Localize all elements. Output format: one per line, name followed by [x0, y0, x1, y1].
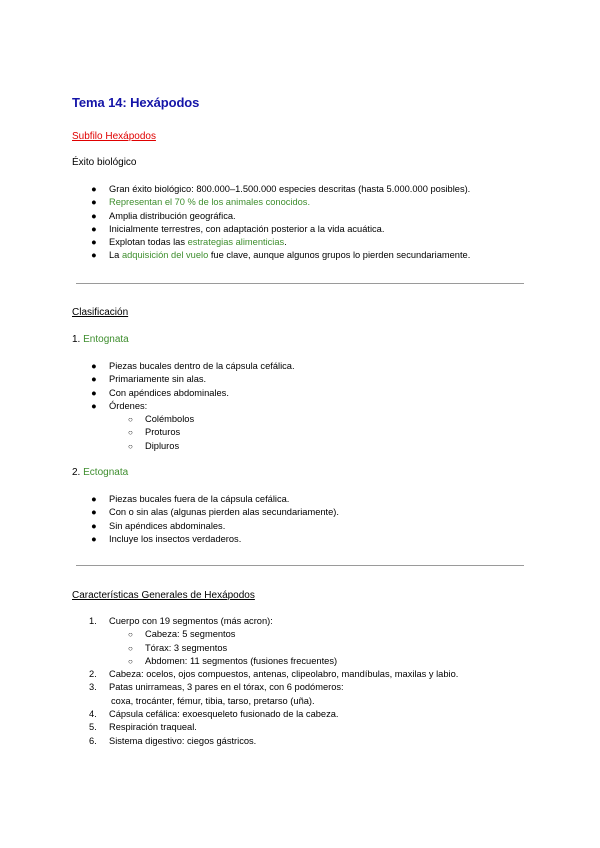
list-item — [91, 183, 470, 196]
item-number: 5. — [89, 722, 97, 733]
sub-item-text: Tórax: 3 segmentos — [145, 642, 228, 653]
group-entognata-heading — [72, 334, 129, 346]
list-item — [91, 196, 470, 209]
bullet-text: Incluye los insectos verdaderos. — [109, 533, 242, 544]
page-title: Tema 14: Hexápodos — [72, 95, 200, 110]
bullet-text: Representan el 70 % de los animales conocidos. — [109, 197, 311, 208]
list-item — [91, 387, 295, 400]
circle-bullet-icon: ○ — [128, 428, 133, 438]
horizontal-divider — [76, 565, 524, 566]
bullet-text: Piezas bucales dentro de la cápsula cefálica. — [109, 361, 295, 371]
bullet-text: . — [284, 237, 287, 248]
list-item — [91, 249, 470, 262]
sub-list-item — [91, 440, 295, 453]
item-number: 4. — [89, 709, 97, 720]
list-item — [89, 721, 458, 734]
item-continuation: coxa, trocánter, fémur, tibia, tarso, pretarso (uña). — [111, 695, 315, 706]
bullet-text: Con apéndices abdominales. — [109, 387, 229, 398]
bullet-text: Órdenes: — [109, 400, 148, 411]
ectognata-bullet-list — [91, 493, 339, 546]
sub-list-item — [91, 413, 295, 426]
bullet-text: Primariamente sin alas. — [109, 374, 207, 385]
sub-list-item — [89, 642, 458, 655]
bullet-text: Con o sin alas (algunas pierden alas secundariamente). — [109, 507, 339, 518]
bullet-icon: ● — [91, 210, 97, 221]
sub-list-item — [89, 655, 458, 668]
item-number: 6. — [89, 735, 97, 746]
sub-list-item — [89, 628, 458, 641]
list-item — [91, 533, 339, 546]
caracteristicas-heading: Características Generales de Hexápodos — [72, 590, 255, 601]
item-text: Patas unirrameas, 3 pares en el tórax, con 6 podómeros: — [109, 682, 344, 693]
subfilo-heading: Subfilo Hexápodos — [72, 131, 156, 142]
item-number: 1. — [89, 616, 97, 626]
list-item — [91, 520, 339, 533]
subfilo-intro: Éxito biológico — [72, 157, 137, 168]
group-number: 1. — [72, 334, 84, 345]
bullet-text: Gran éxito biológico: 800.000–1.500.000 especies descritas (hasta 5.000.000 posibles). — [109, 184, 471, 194]
bullet-icon: ● — [91, 387, 97, 398]
group-number: 2. — [72, 467, 84, 478]
sub-item-text: Abdomen: 11 segmentos (fusiones frecuentes) — [145, 655, 338, 666]
item-text: Cápsula cefálica: exoesqueleto fusionado de la cabeza. — [109, 709, 339, 720]
item-text: Respiración traqueal. — [109, 722, 197, 733]
caracteristicas-numbered-list — [89, 615, 458, 748]
bullet-icon: ● — [91, 197, 97, 208]
list-item — [89, 681, 458, 708]
circle-bullet-icon: ○ — [128, 643, 133, 653]
bullet-icon: ● — [91, 237, 97, 248]
entognata-bullet-list — [91, 360, 295, 453]
sub-item-text: Cabeza: 5 segmentos — [145, 629, 236, 640]
sub-item-text: Colémbolos — [145, 414, 195, 425]
list-item — [91, 506, 339, 519]
item-text: Cabeza: ocelos, ojos compuestos, antenas, clipeolabro, mandíbulas, maxilas y labio. — [109, 669, 459, 680]
sub-item-text: Dipluros — [145, 440, 180, 451]
list-item — [91, 236, 470, 249]
bullet-text: fue clave, aunque algunos grupos lo pierden secundariamente. — [208, 250, 471, 261]
horizontal-divider — [76, 283, 524, 284]
bullet-icon: ● — [91, 494, 97, 504]
group-name: Ectognata — [83, 467, 129, 478]
list-item — [91, 400, 295, 453]
circle-bullet-icon: ○ — [128, 441, 133, 451]
list-item — [91, 373, 295, 386]
list-item — [89, 708, 458, 721]
item-number: 2. — [89, 669, 97, 680]
item-text: Sistema digestivo: ciegos gástricos. — [109, 735, 257, 746]
bullet-icon: ● — [91, 533, 97, 544]
bullet-text: La — [109, 250, 122, 261]
list-item — [89, 668, 458, 681]
bullet-icon: ● — [91, 507, 97, 518]
bullet-icon: ● — [91, 184, 97, 194]
bullet-text: Piezas bucales fuera de la cápsula cefálica. — [109, 494, 290, 504]
item-number: 3. — [89, 682, 97, 693]
bullet-icon: ● — [91, 361, 97, 371]
clasificacion-heading: Clasificación — [72, 307, 129, 318]
bullet-icon: ● — [91, 400, 97, 411]
circle-bullet-icon: ○ — [128, 656, 133, 666]
bullet-text: Explotan todas las — [109, 237, 188, 248]
list-item — [91, 493, 339, 506]
item-text: Cuerpo con 19 segmentos (más acron): — [109, 616, 273, 626]
list-item — [89, 735, 458, 748]
group-ectognata-heading — [72, 467, 128, 479]
sub-list-item — [91, 426, 295, 439]
circle-bullet-icon: ○ — [128, 415, 133, 425]
list-item — [91, 223, 470, 236]
list-item — [91, 210, 470, 223]
bullet-highlight: estrategias alimenticias — [187, 237, 285, 248]
bullet-icon: ● — [91, 223, 97, 234]
subfilo-bullet-list — [91, 183, 470, 263]
list-item — [89, 615, 458, 668]
bullet-icon: ● — [91, 250, 97, 261]
list-item — [91, 360, 295, 373]
sub-item-text: Proturos — [145, 427, 181, 438]
circle-bullet-icon: ○ — [128, 630, 133, 640]
group-name: Entognata — [83, 334, 129, 345]
bullet-text: Sin apéndices abdominales. — [109, 520, 226, 531]
bullet-highlight: adquisición del vuelo — [121, 250, 209, 261]
bullet-text: Amplia distribución geográfica. — [109, 210, 236, 221]
bullet-icon: ● — [91, 374, 97, 385]
bullet-text: Inicialmente terrestres, con adaptación posterior a la vida acuática. — [109, 223, 385, 234]
bullet-icon: ● — [91, 520, 97, 531]
